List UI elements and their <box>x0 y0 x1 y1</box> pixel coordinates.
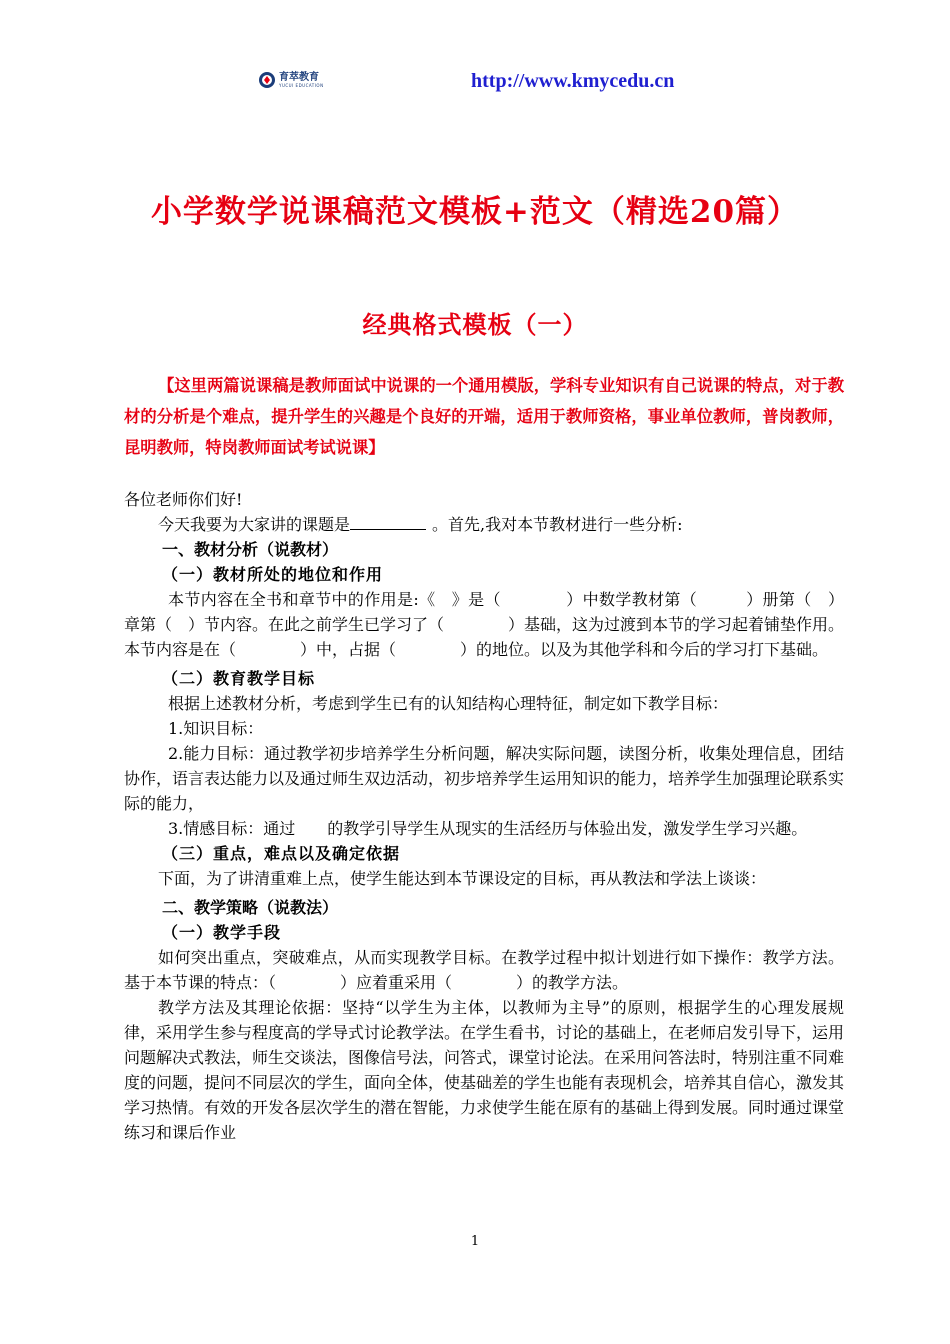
paragraph-goals-intro: 根据上述教材分析，考虑到学生已有的认知结构心理特征，制定如下教学目标： <box>168 694 729 713</box>
paragraph-position: 本节内容在全书和章节中的作用是:《 》是（ ）中数学教材第（ ）册第（ ）章第（ ）节内容。在此之前学生已学习了（ ）基础，这为过渡到本节的学习起着铺垫作用。本节内容是在（ ）中，占据（ ）的地位。以及为其他学科和今后的学习打下基础。 <box>124 590 845 659</box>
section-subtitle: 经典格式模板（一） <box>362 310 588 339</box>
logo-emblem-icon <box>258 71 276 89</box>
subsection-heading-1-1: （一）教材所处的地位和作用 <box>162 565 384 584</box>
intro-note: 【这里两篇说课稿是教师面试中说课的一个通用模版，学科专业知识有自己说课的特点，对于教材的分析是个难点，提升学生的兴趣是个良好的开端，适用于教师资格，事业单位教师，普岗教师，昆明教师，特岗教师面试考试说课】 <box>124 376 844 457</box>
document-title: 小学数学说课稿范文模板+范文（精选20篇） <box>150 194 800 230</box>
greeting: 各位老师你们好! <box>124 490 243 509</box>
page-header <box>0 66 950 96</box>
intro-paragraph: 今天我要为大家讲的课题是 。首先,我对本节教材进行一些分析: <box>158 515 683 534</box>
logo <box>258 68 324 92</box>
site-url-link[interactable]: http://www.kmycedu.cn <box>471 70 675 92</box>
logo-subname: YUCUI EDUCATION <box>279 82 324 88</box>
subsection-heading-2-1: （一）教学手段 <box>162 923 282 942</box>
section-heading-1: 一、教材分析（说教材） <box>162 540 339 559</box>
document-body <box>124 487 844 1145</box>
paragraph-theory: 教学方法及其理论依据：坚持“以学生为主体，以教师为主导”的原则，根据学生的心理发展规律，采用学生参与程度高的学导式讨论教学法。在学生看书，讨论的基础上，在老师启发引导下，运用问题解决式教法，师生交谈法，图像信号法，问答式，课堂讨论法。在采用问答法时，特别注重不同难度的问题，提问不同层次的学生，面向全体，使基础差的学生也能有表现机会，培养其自信心，激发其学习热情。有效的开发各层次学生的潜在智能，力求使学生能在原有的基础上得到发展。同时通过课堂练习和课后作业 <box>124 998 845 1142</box>
fill-in-blank <box>350 515 426 530</box>
goal-knowledge: 1.知识目标： <box>168 719 264 738</box>
paragraph-methods: 如何突出重点，突破难点，从而实现教学目标。在教学过程中拟计划进行如下操作：教学方法。基于本节课的特点：（ ）应着重采用（ ）的教学方法。 <box>124 948 844 992</box>
subsection-heading-1-2: （二）教育教学目标 <box>162 669 316 688</box>
goal-emotion: 3.情感目标：通过 的教学引导学生从现实的生活经历与体验出发，激发学生学习兴趣。 <box>168 819 808 838</box>
logo-name: 育萃教育 <box>279 71 319 83</box>
goal-ability: 2.能力目标：通过教学初步培养学生分析问题，解决实际问题，读图分析，收集处理信息，团结协作，语言表达能力以及通过师生双边活动，初步培养学生运用知识的能力，培养学生加强理论联系实际的能力， <box>124 744 845 813</box>
subsection-heading-1-3: （三）重点，难点以及确定依据 <box>162 844 401 863</box>
section-heading-2: 二、教学策略（说教法） <box>162 898 339 917</box>
paragraph-keypoints: 下面，为了讲清重难上点，使学生能达到本节课设定的目标，再从教法和学法上谈谈： <box>158 869 767 888</box>
page-number: 1 <box>470 1234 480 1249</box>
